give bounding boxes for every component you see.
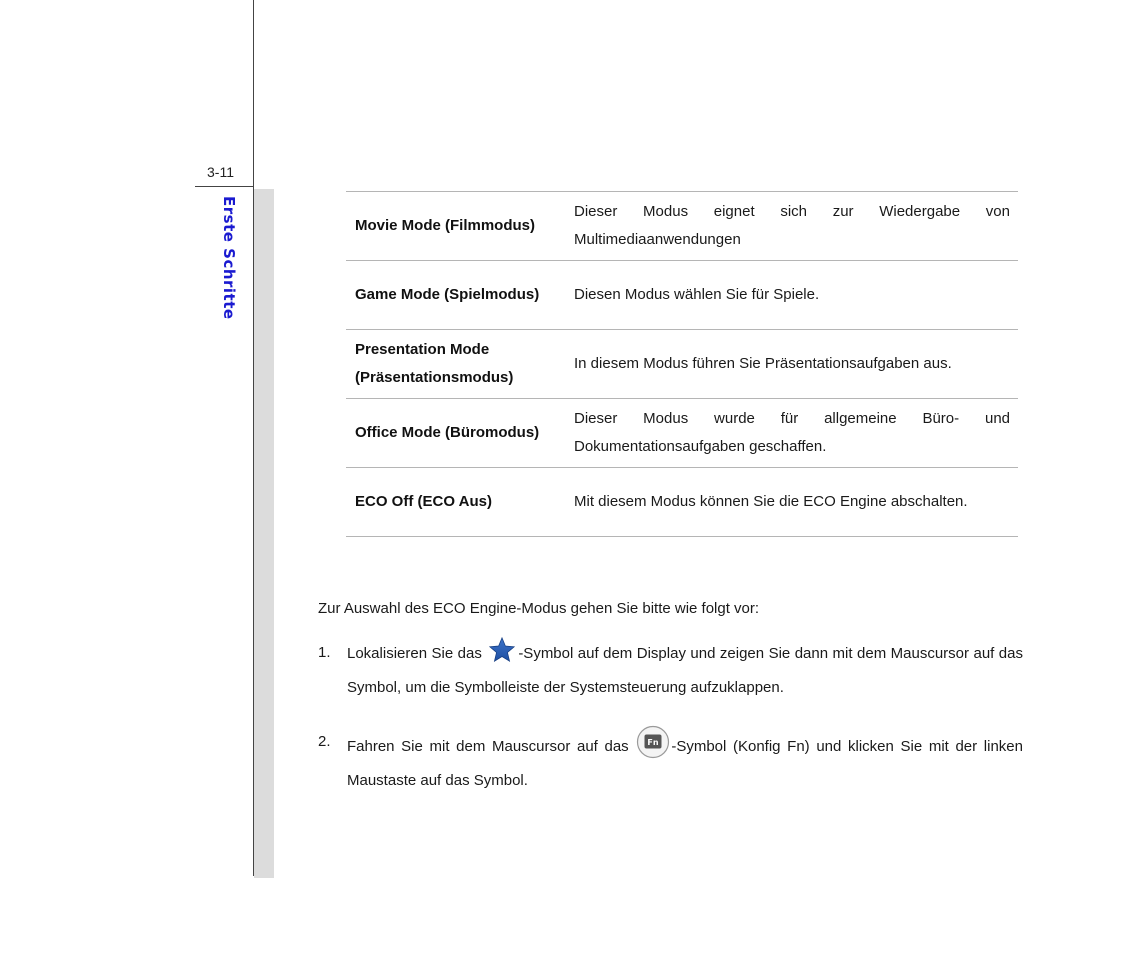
page-number-rule	[195, 186, 254, 187]
list-item	[318, 636, 1023, 705]
step-text-before: Fahren Sie mit dem Mauscursor auf das	[347, 738, 636, 755]
table-row	[346, 192, 1018, 261]
steps-list	[318, 636, 1023, 818]
mode-name: ECO Off (ECO Aus)	[355, 493, 492, 510]
step-text-after: -Symbol auf dem Display und zeigen Sie dann mit dem Mauscursor auf das Symbol, um die Symbolleiste der Systemsteuerung aufzuklappen.	[347, 645, 1023, 696]
table-row	[346, 330, 1018, 399]
sidebar-bar	[254, 189, 274, 878]
mode-description: Dieser Modus eignet sich zur Wiedergabe von Multimediaanwendungen	[574, 203, 1010, 248]
mode-description: In diesem Modus führen Sie Präsentationsaufgaben aus.	[574, 355, 952, 372]
table-row	[346, 261, 1018, 330]
mode-name: Game Mode (Spielmodus)	[355, 286, 540, 303]
table-row	[346, 468, 1018, 537]
fn-icon-label: Fn	[647, 738, 659, 747]
step-number: 2.	[318, 733, 331, 750]
table-row	[346, 399, 1018, 468]
mode-description: Mit diesem Modus können Sie die ECO Engine abschalten.	[574, 493, 968, 510]
step-text-before: Lokalisieren Sie das	[347, 645, 487, 662]
step-number: 1.	[318, 644, 331, 661]
step-text-after: -Symbol (Konfig Fn) und klicken Sie mit der linken Maustaste auf das Symbol.	[347, 738, 1023, 789]
intro-paragraph: Zur Auswahl des ECO Engine-Modus gehen Sie bitte wie folgt vor:	[318, 600, 760, 617]
star-icon	[488, 636, 516, 664]
mode-name: Office Mode (Büromodus)	[355, 424, 540, 441]
fn-icon	[636, 725, 670, 759]
mode-description: Diesen Modus wählen Sie für Spiele.	[574, 286, 820, 303]
section-title: Erste Schritte	[220, 196, 238, 320]
mode-name: Movie Mode (Filmmodus)	[355, 217, 535, 234]
mode-name: Presentation Mode (Präsentationsmodus)	[355, 341, 514, 386]
page-number: 3-11	[207, 164, 234, 180]
list-item	[318, 725, 1023, 798]
eco-modes-table	[346, 191, 1018, 537]
mode-description: Dieser Modus wurde für allgemeine Büro- und Dokumentationsaufgaben geschaffen.	[574, 410, 1010, 455]
